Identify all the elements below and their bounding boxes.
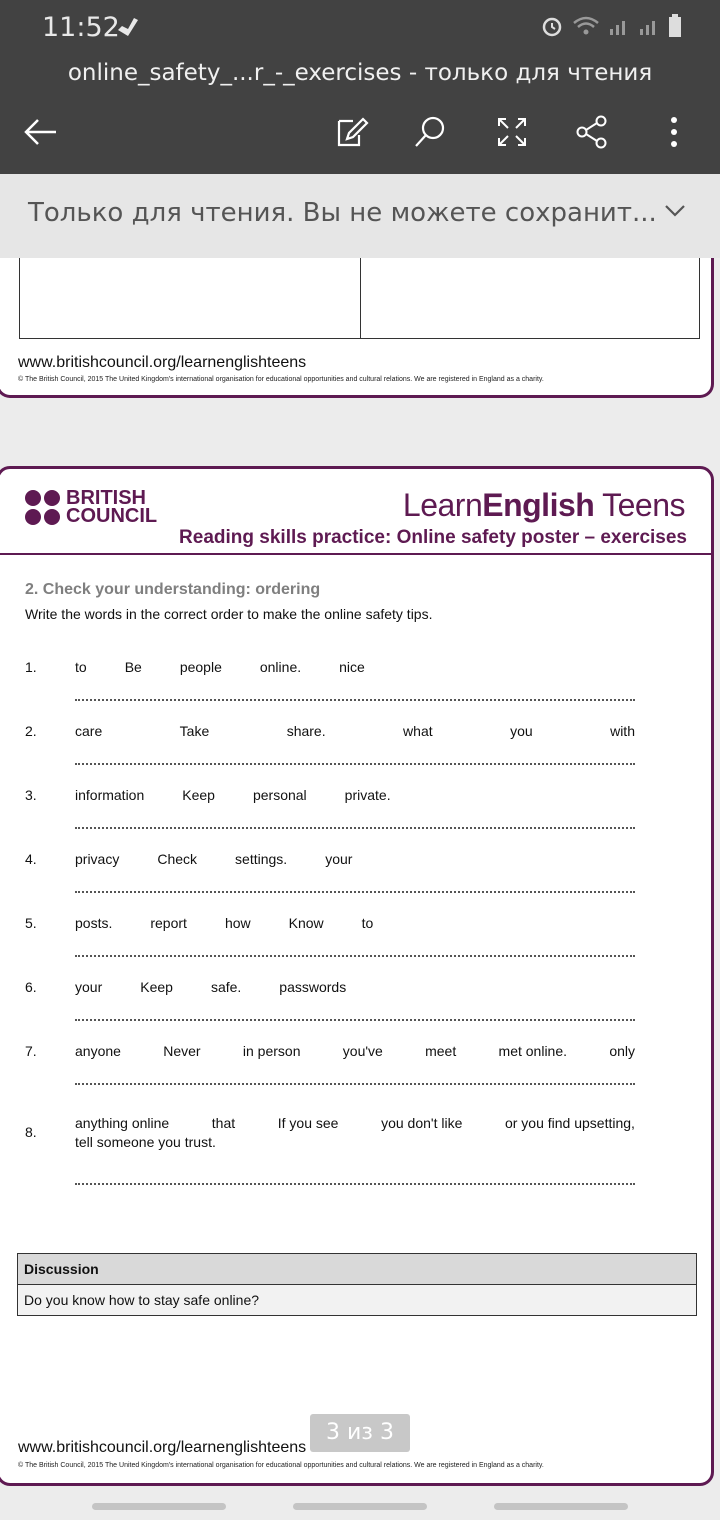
- word: your: [75, 979, 103, 995]
- learnenglish-teens-logo: LearnEnglish Teens: [402, 487, 685, 523]
- word: personal: [252, 787, 307, 803]
- word: Know: [288, 915, 324, 931]
- word: you've: [342, 1043, 383, 1059]
- page-3: BRITISH COUNCIL LearnEnglish Teens Reading skills practice: Online safety poster – exercises 2. Check your understanding: ordering Write the words in the correct order to make the online safety tips. 1. to Be people online. nice 2. care Take share. what you with 3. information Keep personal private. 4. privacy Check settings. your 5. posts. report how Know to 6. your Keep safe. passwords 7. anyone Never in person you've meet met online. only 8. anything online that If you see you don't like or you find upsetting, tell someone you trust. Discussion Do you know how to stay safe online? www.britishcouncil.org/learnenglishteens © The British Council, 2015 The United Kingdom's international organisation for educational opportunities and cultural relations. We are registered in England as a charity.: [0, 466, 714, 1486]
- exercise-item-8-text: anything online that If you see you don't like or you find upsetting, tell someone you trust.: [75, 1115, 635, 1150]
- answer-line-7[interactable]: [75, 1083, 635, 1085]
- scrambled-words: [75, 723, 635, 739]
- word: to: [361, 915, 374, 931]
- nav-home-button[interactable]: [293, 1503, 427, 1510]
- nav-recent-button[interactable]: [92, 1503, 226, 1510]
- scrambled-words: [75, 1043, 635, 1059]
- footer-url[interactable]: www.britishcouncil.org/learnenglishteens: [18, 354, 307, 371]
- word: Check: [157, 851, 198, 867]
- item-number: 6.: [25, 979, 37, 995]
- scrambled-words: [75, 851, 635, 867]
- table-cell-right: [359, 258, 700, 339]
- word: anyone: [75, 1043, 121, 1059]
- word: to: [75, 659, 87, 675]
- logo-text: BRITISH COUNCIL: [66, 487, 158, 527]
- scrambled-words: [75, 915, 635, 931]
- word: nice: [339, 659, 365, 675]
- more-options-icon[interactable]: [654, 112, 694, 152]
- answer-line-5[interactable]: [75, 955, 635, 957]
- word: that: [211, 1115, 236, 1131]
- scrambled-words: [75, 659, 635, 675]
- broom-icon: [116, 16, 142, 45]
- word: met online.: [498, 1043, 568, 1059]
- word: care: [75, 723, 103, 739]
- footer-copyright: © The British Council, 2015 The United Kingdom's international organisation for educational opportunities and cultural relations. We are registered in England as a charity.: [18, 376, 544, 383]
- word: posts.: [75, 915, 113, 931]
- discussion-header: Discussion: [18, 1254, 696, 1285]
- answer-line-6[interactable]: [75, 1019, 635, 1021]
- word: you don't like: [381, 1115, 463, 1131]
- page-indicator: 3 из 3: [310, 1414, 410, 1452]
- word: your: [325, 851, 353, 867]
- page-2-bottom: [0, 258, 714, 398]
- british-council-logo: [25, 489, 157, 525]
- word: in person: [242, 1043, 301, 1059]
- answer-line-4[interactable]: [75, 891, 635, 893]
- document-title: online_safety_...r_-_exercises - только для чтения: [67, 60, 653, 86]
- discussion-box: [17, 1253, 697, 1316]
- word: private.: [344, 787, 391, 803]
- item-number: 1.: [25, 659, 37, 675]
- app-toolbar: [0, 56, 720, 174]
- word: or you find upsetting,: [504, 1115, 635, 1131]
- word: people: [179, 659, 222, 675]
- scrambled-words: [75, 787, 635, 803]
- word: report: [150, 915, 187, 931]
- item-number: 2.: [25, 723, 37, 739]
- word: share.: [286, 723, 326, 739]
- word: safe.: [210, 979, 242, 995]
- logo-dots: [25, 490, 60, 525]
- answer-line-8[interactable]: [75, 1183, 635, 1185]
- word: privacy: [75, 851, 120, 867]
- status-time: 11:52: [42, 12, 120, 43]
- word: Keep: [182, 787, 215, 803]
- word: you: [510, 723, 533, 739]
- answer-line-2[interactable]: [75, 763, 635, 765]
- share-icon[interactable]: [572, 112, 612, 152]
- word: Take: [179, 723, 210, 739]
- word: information: [75, 787, 145, 803]
- read-only-message: Только для чтения. Вы не можете сохранит...: [28, 198, 657, 228]
- nav-back-button[interactable]: [494, 1503, 628, 1510]
- fullscreen-icon[interactable]: [492, 112, 532, 152]
- navigation-bar: [0, 1493, 720, 1520]
- word: Be: [124, 659, 142, 675]
- scrambled-words: [75, 979, 635, 995]
- answer-line-1[interactable]: [75, 699, 635, 701]
- item-number: 3.: [25, 787, 37, 803]
- word: If you see: [277, 1115, 339, 1131]
- section-title: 2. Check your understanding: ordering: [25, 581, 321, 598]
- discussion-question: Do you know how to stay safe online?: [18, 1285, 696, 1315]
- header-divider: [0, 553, 711, 555]
- chevron-down-icon[interactable]: [664, 204, 686, 223]
- signal-icon-1: [608, 15, 630, 42]
- status-bar: [0, 0, 720, 56]
- battery-icon: [668, 14, 682, 43]
- word: online.: [259, 659, 302, 675]
- word: what: [403, 723, 433, 739]
- word: only: [609, 1043, 635, 1059]
- worksheet-subtitle: Reading skills practice: Online safety poster – exercises: [179, 527, 687, 548]
- footer-copyright: © The British Council, 2015 The United Kingdom's international organisation for educational opportunities and cultural relations. We are registered in England as a charity.: [18, 1462, 544, 1469]
- item-number: 7.: [25, 1043, 37, 1059]
- footer-url[interactable]: www.britishcouncil.org/learnenglishteens: [18, 1439, 307, 1456]
- item-number: 5.: [25, 915, 37, 931]
- wifi-icon: [572, 15, 600, 42]
- word: Never: [163, 1043, 201, 1059]
- signal-icon-2: [638, 15, 660, 42]
- word: passwords: [279, 979, 347, 995]
- answer-line-3[interactable]: [75, 827, 635, 829]
- word: with: [610, 723, 635, 739]
- back-arrow-icon[interactable]: [20, 112, 60, 152]
- read-only-banner[interactable]: [0, 174, 720, 258]
- word: settings.: [235, 851, 288, 867]
- edit-icon[interactable]: [332, 112, 372, 152]
- document-viewer[interactable]: [0, 258, 720, 1493]
- word: meet: [425, 1043, 457, 1059]
- alarm-icon: [540, 14, 564, 43]
- word: Keep: [140, 979, 173, 995]
- status-icons: [540, 14, 682, 43]
- item-number: 4.: [25, 851, 37, 867]
- search-icon[interactable]: [410, 112, 450, 152]
- instructions: Write the words in the correct order to make the online safety tips.: [25, 606, 433, 622]
- table-cell-left: [19, 258, 361, 339]
- word: how: [224, 915, 251, 931]
- word: anything online: [75, 1115, 170, 1131]
